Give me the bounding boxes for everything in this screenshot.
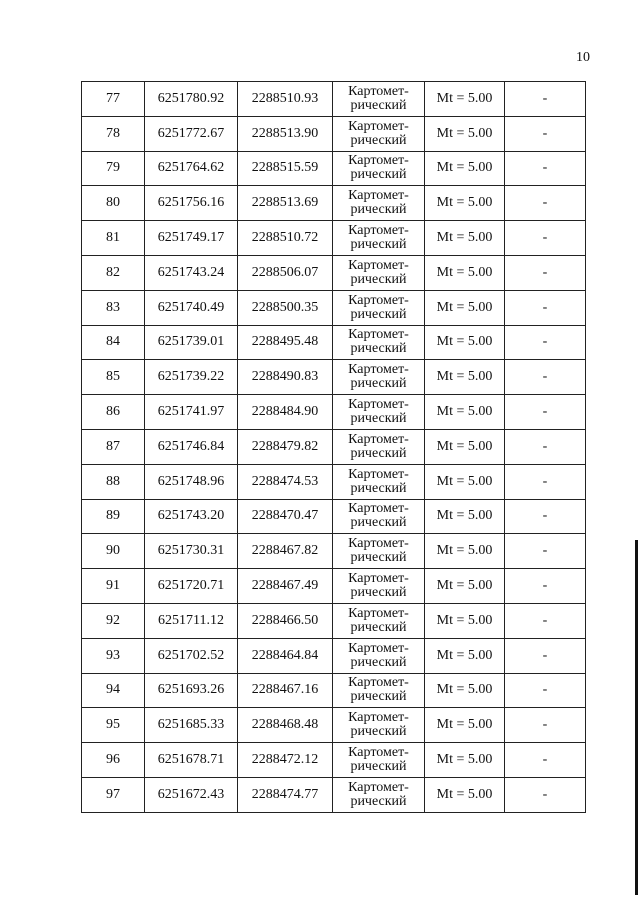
y-coordinate-cell: 2288506.07 xyxy=(238,255,333,290)
method-label-line1: Картомет- xyxy=(348,640,409,656)
x-coordinate-cell: 6251678.71 xyxy=(145,743,238,778)
accuracy-cell: Mt = 5.00 xyxy=(425,290,505,325)
method-label-line2: рический xyxy=(350,132,407,148)
empty-value-cell: - xyxy=(505,777,586,812)
point-number-cell: 90 xyxy=(82,534,145,569)
method-label-line2: рический xyxy=(350,167,407,183)
coordinates-table xyxy=(81,81,586,813)
method-label-line2: рический xyxy=(350,689,407,705)
table-row xyxy=(82,116,586,151)
accuracy-cell: Mt = 5.00 xyxy=(425,429,505,464)
accuracy-cell: Mt = 5.00 xyxy=(425,151,505,186)
y-coordinate-cell: 2288474.53 xyxy=(238,464,333,499)
empty-value-cell: - xyxy=(505,499,586,534)
scan-edge-mark xyxy=(635,540,638,895)
method-label-line2: рический xyxy=(350,550,407,566)
empty-value-cell: - xyxy=(505,603,586,638)
method-label-line1: Картомет- xyxy=(348,257,409,273)
y-coordinate-cell: 2288467.82 xyxy=(238,534,333,569)
y-coordinate-cell: 2288513.90 xyxy=(238,116,333,151)
x-coordinate-cell: 6251739.22 xyxy=(145,360,238,395)
table-row xyxy=(82,569,586,604)
method-label-line1: Картомет- xyxy=(348,710,409,726)
method-cell xyxy=(333,464,425,499)
method-label-line1: Картомет- xyxy=(348,431,409,447)
method-label-line2: рический xyxy=(350,793,407,809)
method-label-line2: рический xyxy=(350,411,407,427)
y-coordinate-cell: 2288470.47 xyxy=(238,499,333,534)
x-coordinate-cell: 6251739.01 xyxy=(145,325,238,360)
point-number-cell: 92 xyxy=(82,603,145,638)
empty-value-cell: - xyxy=(505,255,586,290)
table-row xyxy=(82,429,586,464)
x-coordinate-cell: 6251720.71 xyxy=(145,569,238,604)
accuracy-cell: Mt = 5.00 xyxy=(425,82,505,117)
method-label-line2: рический xyxy=(350,445,407,461)
method-label-line2: рический xyxy=(350,619,407,635)
empty-value-cell: - xyxy=(505,673,586,708)
table-row xyxy=(82,464,586,499)
empty-value-cell: - xyxy=(505,221,586,256)
method-cell xyxy=(333,186,425,221)
point-number-cell: 77 xyxy=(82,82,145,117)
method-label-line1: Картомет- xyxy=(348,153,409,169)
empty-value-cell: - xyxy=(505,290,586,325)
accuracy-cell: Mt = 5.00 xyxy=(425,221,505,256)
method-label-line1: Картомет- xyxy=(348,536,409,552)
method-label-line1: Картомет- xyxy=(348,605,409,621)
table-row xyxy=(82,708,586,743)
method-label-line1: Картомет- xyxy=(348,501,409,517)
accuracy-cell: Mt = 5.00 xyxy=(425,534,505,569)
accuracy-cell: Mt = 5.00 xyxy=(425,186,505,221)
table-row xyxy=(82,777,586,812)
point-number-cell: 93 xyxy=(82,638,145,673)
method-cell xyxy=(333,638,425,673)
coordinates-table-body xyxy=(82,82,586,813)
point-number-cell: 88 xyxy=(82,464,145,499)
method-label-line2: рический xyxy=(350,237,407,253)
method-label-line1: Картомет- xyxy=(348,466,409,482)
accuracy-cell: Mt = 5.00 xyxy=(425,325,505,360)
point-number-cell: 85 xyxy=(82,360,145,395)
accuracy-cell: Mt = 5.00 xyxy=(425,464,505,499)
x-coordinate-cell: 6251702.52 xyxy=(145,638,238,673)
x-coordinate-cell: 6251756.16 xyxy=(145,186,238,221)
table-row xyxy=(82,603,586,638)
method-cell xyxy=(333,499,425,534)
method-label-line1: Картомет- xyxy=(348,571,409,587)
y-coordinate-cell: 2288495.48 xyxy=(238,325,333,360)
y-coordinate-cell: 2288466.50 xyxy=(238,603,333,638)
accuracy-cell: Mt = 5.00 xyxy=(425,395,505,430)
empty-value-cell: - xyxy=(505,186,586,221)
method-label-line2: рический xyxy=(350,759,407,775)
method-label-line2: рический xyxy=(350,585,407,601)
table-row xyxy=(82,395,586,430)
accuracy-cell: Mt = 5.00 xyxy=(425,116,505,151)
table-row xyxy=(82,673,586,708)
method-label-line1: Картомет- xyxy=(348,83,409,99)
empty-value-cell: - xyxy=(505,151,586,186)
method-label-line2: рический xyxy=(350,724,407,740)
method-label-line2: рический xyxy=(350,202,407,218)
table-row xyxy=(82,186,586,221)
point-number-cell: 89 xyxy=(82,499,145,534)
method-label-line1: Картомет- xyxy=(348,188,409,204)
method-label-line2: рический xyxy=(350,515,407,531)
method-cell xyxy=(333,534,425,569)
y-coordinate-cell: 2288468.48 xyxy=(238,708,333,743)
point-number-cell: 96 xyxy=(82,743,145,778)
method-label-line1: Картомет- xyxy=(348,779,409,795)
empty-value-cell: - xyxy=(505,464,586,499)
method-label-line1: Картомет- xyxy=(348,223,409,239)
method-cell xyxy=(333,708,425,743)
table-row xyxy=(82,534,586,569)
table-row xyxy=(82,743,586,778)
x-coordinate-cell: 6251672.43 xyxy=(145,777,238,812)
y-coordinate-cell: 2288464.84 xyxy=(238,638,333,673)
x-coordinate-cell: 6251685.33 xyxy=(145,708,238,743)
y-coordinate-cell: 2288513.69 xyxy=(238,186,333,221)
y-coordinate-cell: 2288479.82 xyxy=(238,429,333,464)
point-number-cell: 94 xyxy=(82,673,145,708)
point-number-cell: 78 xyxy=(82,116,145,151)
method-cell xyxy=(333,360,425,395)
empty-value-cell: - xyxy=(505,638,586,673)
method-label-line1: Картомет- xyxy=(348,327,409,343)
x-coordinate-cell: 6251746.84 xyxy=(145,429,238,464)
method-label-line2: рический xyxy=(350,480,407,496)
method-label-line2: рический xyxy=(350,97,407,113)
y-coordinate-cell: 2288467.49 xyxy=(238,569,333,604)
y-coordinate-cell: 2288500.35 xyxy=(238,290,333,325)
point-number-cell: 97 xyxy=(82,777,145,812)
point-number-cell: 80 xyxy=(82,186,145,221)
y-coordinate-cell: 2288474.77 xyxy=(238,777,333,812)
empty-value-cell: - xyxy=(505,534,586,569)
empty-value-cell: - xyxy=(505,743,586,778)
table-row xyxy=(82,221,586,256)
accuracy-cell: Mt = 5.00 xyxy=(425,569,505,604)
method-label-line2: рический xyxy=(350,306,407,322)
x-coordinate-cell: 6251748.96 xyxy=(145,464,238,499)
method-label-line1: Картомет- xyxy=(348,292,409,308)
method-cell xyxy=(333,290,425,325)
x-coordinate-cell: 6251730.31 xyxy=(145,534,238,569)
table-row xyxy=(82,82,586,117)
method-label-line1: Картомет- xyxy=(348,745,409,761)
accuracy-cell: Mt = 5.00 xyxy=(425,673,505,708)
y-coordinate-cell: 2288510.72 xyxy=(238,221,333,256)
x-coordinate-cell: 6251780.92 xyxy=(145,82,238,117)
x-coordinate-cell: 6251741.97 xyxy=(145,395,238,430)
y-coordinate-cell: 2288484.90 xyxy=(238,395,333,430)
table-row xyxy=(82,325,586,360)
y-coordinate-cell: 2288510.93 xyxy=(238,82,333,117)
y-coordinate-cell: 2288490.83 xyxy=(238,360,333,395)
method-label-line1: Картомет- xyxy=(348,675,409,691)
method-cell xyxy=(333,395,425,430)
x-coordinate-cell: 6251711.12 xyxy=(145,603,238,638)
accuracy-cell: Mt = 5.00 xyxy=(425,255,505,290)
method-cell xyxy=(333,221,425,256)
point-number-cell: 86 xyxy=(82,395,145,430)
x-coordinate-cell: 6251743.20 xyxy=(145,499,238,534)
method-cell xyxy=(333,151,425,186)
method-cell xyxy=(333,603,425,638)
point-number-cell: 91 xyxy=(82,569,145,604)
point-number-cell: 84 xyxy=(82,325,145,360)
empty-value-cell: - xyxy=(505,325,586,360)
x-coordinate-cell: 6251740.49 xyxy=(145,290,238,325)
method-cell xyxy=(333,429,425,464)
y-coordinate-cell: 2288467.16 xyxy=(238,673,333,708)
accuracy-cell: Mt = 5.00 xyxy=(425,638,505,673)
method-cell xyxy=(333,743,425,778)
method-label-line2: рический xyxy=(350,376,407,392)
empty-value-cell: - xyxy=(505,360,586,395)
accuracy-cell: Mt = 5.00 xyxy=(425,603,505,638)
method-cell xyxy=(333,777,425,812)
method-cell xyxy=(333,673,425,708)
empty-value-cell: - xyxy=(505,395,586,430)
empty-value-cell: - xyxy=(505,429,586,464)
method-label-line2: рический xyxy=(350,654,407,670)
accuracy-cell: Mt = 5.00 xyxy=(425,708,505,743)
page-number: 10 xyxy=(576,50,590,65)
accuracy-cell: Mt = 5.00 xyxy=(425,777,505,812)
point-number-cell: 83 xyxy=(82,290,145,325)
x-coordinate-cell: 6251772.67 xyxy=(145,116,238,151)
method-cell xyxy=(333,116,425,151)
method-cell xyxy=(333,82,425,117)
empty-value-cell: - xyxy=(505,708,586,743)
point-number-cell: 82 xyxy=(82,255,145,290)
table-row xyxy=(82,499,586,534)
point-number-cell: 79 xyxy=(82,151,145,186)
method-label-line1: Картомет- xyxy=(348,118,409,134)
empty-value-cell: - xyxy=(505,116,586,151)
empty-value-cell: - xyxy=(505,82,586,117)
table-row xyxy=(82,290,586,325)
point-number-cell: 87 xyxy=(82,429,145,464)
point-number-cell: 81 xyxy=(82,221,145,256)
table-row xyxy=(82,638,586,673)
x-coordinate-cell: 6251693.26 xyxy=(145,673,238,708)
point-number-cell: 95 xyxy=(82,708,145,743)
method-label-line1: Картомет- xyxy=(348,362,409,378)
method-cell xyxy=(333,325,425,360)
method-cell xyxy=(333,569,425,604)
method-label-line1: Картомет- xyxy=(348,397,409,413)
y-coordinate-cell: 2288515.59 xyxy=(238,151,333,186)
empty-value-cell: - xyxy=(505,569,586,604)
accuracy-cell: Mt = 5.00 xyxy=(425,360,505,395)
method-cell xyxy=(333,255,425,290)
accuracy-cell: Mt = 5.00 xyxy=(425,743,505,778)
y-coordinate-cell: 2288472.12 xyxy=(238,743,333,778)
accuracy-cell: Mt = 5.00 xyxy=(425,499,505,534)
x-coordinate-cell: 6251743.24 xyxy=(145,255,238,290)
method-label-line2: рический xyxy=(350,341,407,357)
table-row xyxy=(82,151,586,186)
table-row xyxy=(82,255,586,290)
x-coordinate-cell: 6251749.17 xyxy=(145,221,238,256)
x-coordinate-cell: 6251764.62 xyxy=(145,151,238,186)
table-row xyxy=(82,360,586,395)
method-label-line2: рический xyxy=(350,271,407,287)
